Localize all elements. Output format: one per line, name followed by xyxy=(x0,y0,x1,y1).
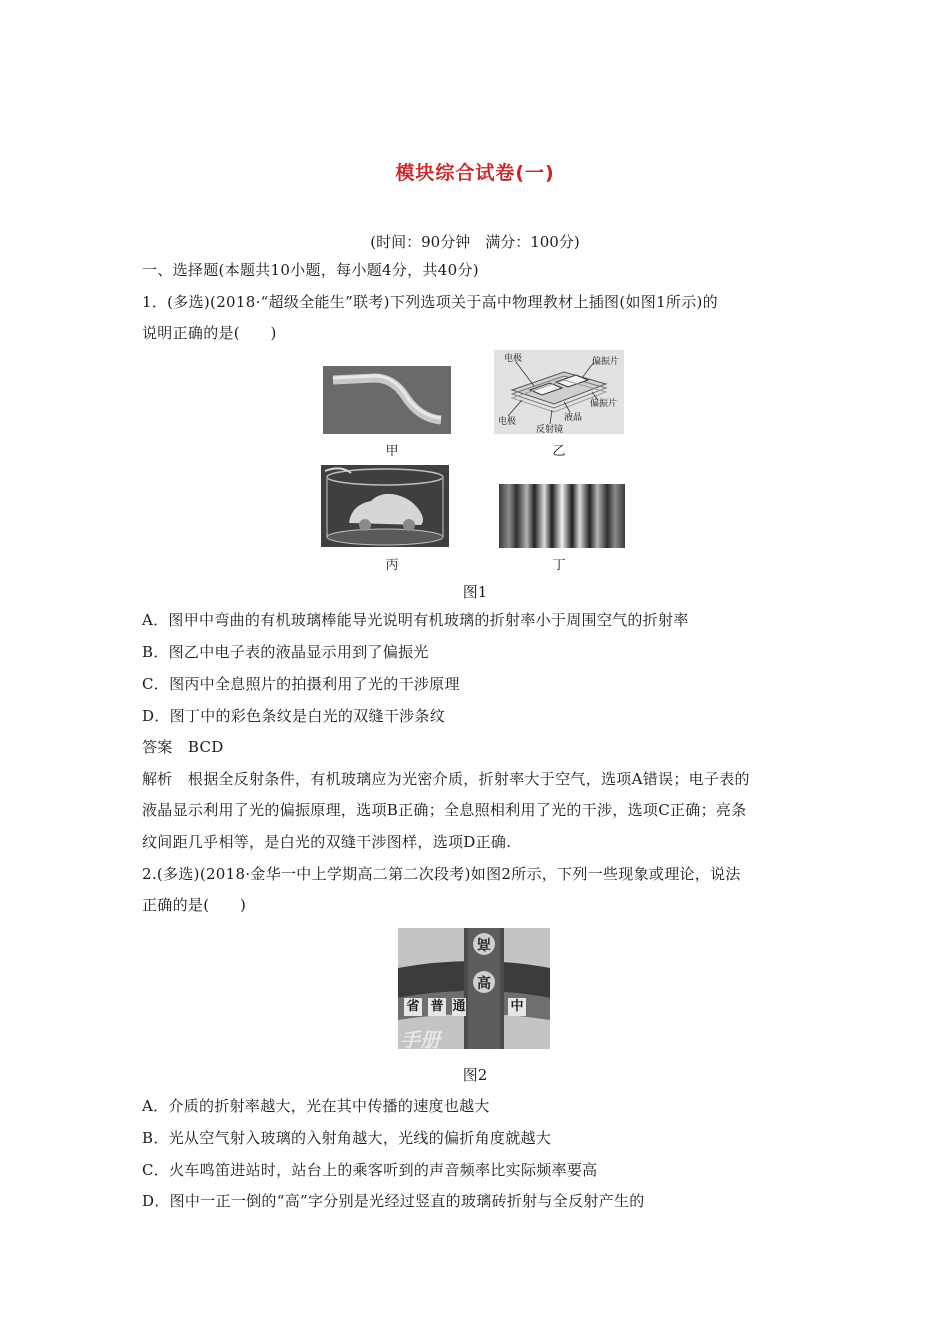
figure1-ding-fringes xyxy=(499,484,625,548)
figure1-jia-image xyxy=(323,366,451,434)
q2-option-b: B．光从空气射入玻璃的入射角越大，光线的偏折角度就越大 xyxy=(142,1129,552,1147)
figure2-bottom-text: 手册 xyxy=(400,1028,440,1049)
figure1-label-yi: 乙 xyxy=(552,444,566,459)
yi-label-polarizer-top: 偏振片 xyxy=(592,357,620,367)
figure2-band-char-2: 普 xyxy=(428,998,446,1016)
q2-stem-line1: 2.(多选)(2018·金华一中上学期高二第二次段考)如图2所示，下列一些现象或理论，说法 xyxy=(142,865,741,883)
figure2-upright-char: 高 xyxy=(477,976,491,992)
q1-analysis-line2: 液晶显示利用了光的偏振原理，选项B正确；全息照相利用了光的干涉，选项C正确；亮条 xyxy=(142,801,747,819)
figure2-caption: 图2 xyxy=(462,1066,488,1084)
figure1-label-ding: 丁 xyxy=(552,558,566,573)
figure2-upside-char: 高 xyxy=(477,935,491,951)
q2-option-c: C．火车鸣笛进站时，站台上的乘客听到的声音频率比实际频率要高 xyxy=(142,1161,598,1179)
q2-option-a: A．介质的折射率越大，光在其中传播的速度也越大 xyxy=(142,1097,490,1115)
figure2-band-char-1: 省 xyxy=(404,998,422,1016)
q1-option-b: B．图乙中电子表的液晶显示用到了偏振光 xyxy=(142,643,429,661)
q1-answer: 答案 BCD xyxy=(142,738,224,756)
exam-meta: (时间：90分钟 满分：100分) xyxy=(370,233,580,251)
q2-stem-line2: 正确的是( ) xyxy=(142,896,247,914)
q1-analysis-line1: 解析 根据全反射条件，有机玻璃应为光密介质，折射率大于空气，选项A错误；电子表的 xyxy=(142,770,750,788)
yi-label-polarizer-right: 偏振片 xyxy=(590,399,618,409)
q1-option-d: D．图丁中的彩色条纹是白光的双缝干涉条纹 xyxy=(142,707,446,725)
figure1-caption: 图1 xyxy=(462,583,488,601)
q1-option-a: A．图甲中弯曲的有机玻璃棒能导光说明有机玻璃的折射率小于周围空气的折射率 xyxy=(142,611,689,629)
figure1-label-bing: 丙 xyxy=(385,558,399,573)
yi-label-liquid-crystal: 液晶 xyxy=(564,413,583,423)
yi-label-electrode-bottom: 电极 xyxy=(498,417,517,427)
q2-option-d: D．图中一正一倒的“高”字分别是光经过竖直的玻璃砖折射与全反射产生的 xyxy=(142,1192,645,1210)
figure2-band-char-4: 中 xyxy=(508,998,526,1016)
q1-analysis-line3: 纹间距几乎相等，是白光的双缝干涉图样，选项D正确. xyxy=(142,833,512,851)
q1-stem-line2: 说明正确的是( ) xyxy=(142,324,277,342)
yi-label-reflector: 反射镜 xyxy=(536,425,564,434)
section-heading: 一、选择题(本题共10小题，每小题4分，共40分) xyxy=(142,261,479,279)
figure1-label-jia: 甲 xyxy=(385,444,399,459)
yi-label-electrode-top: 电极 xyxy=(504,354,523,364)
figure2-photo xyxy=(398,928,550,1049)
q1-stem-line1: 1．(多选)(2018·“超级全能生”联考)下列选项关于高中物理教材上插图(如图1所示)的 xyxy=(142,293,718,311)
figure1-yi-diagram xyxy=(494,350,624,434)
figure2-band-char-3: 通 xyxy=(452,999,466,1014)
figure1-bing-image xyxy=(321,465,449,547)
q1-option-c: C．图丙中全息照片的拍摄利用了光的干涉原理 xyxy=(142,675,460,693)
page-title: 模块综合试卷(一) xyxy=(395,162,555,184)
